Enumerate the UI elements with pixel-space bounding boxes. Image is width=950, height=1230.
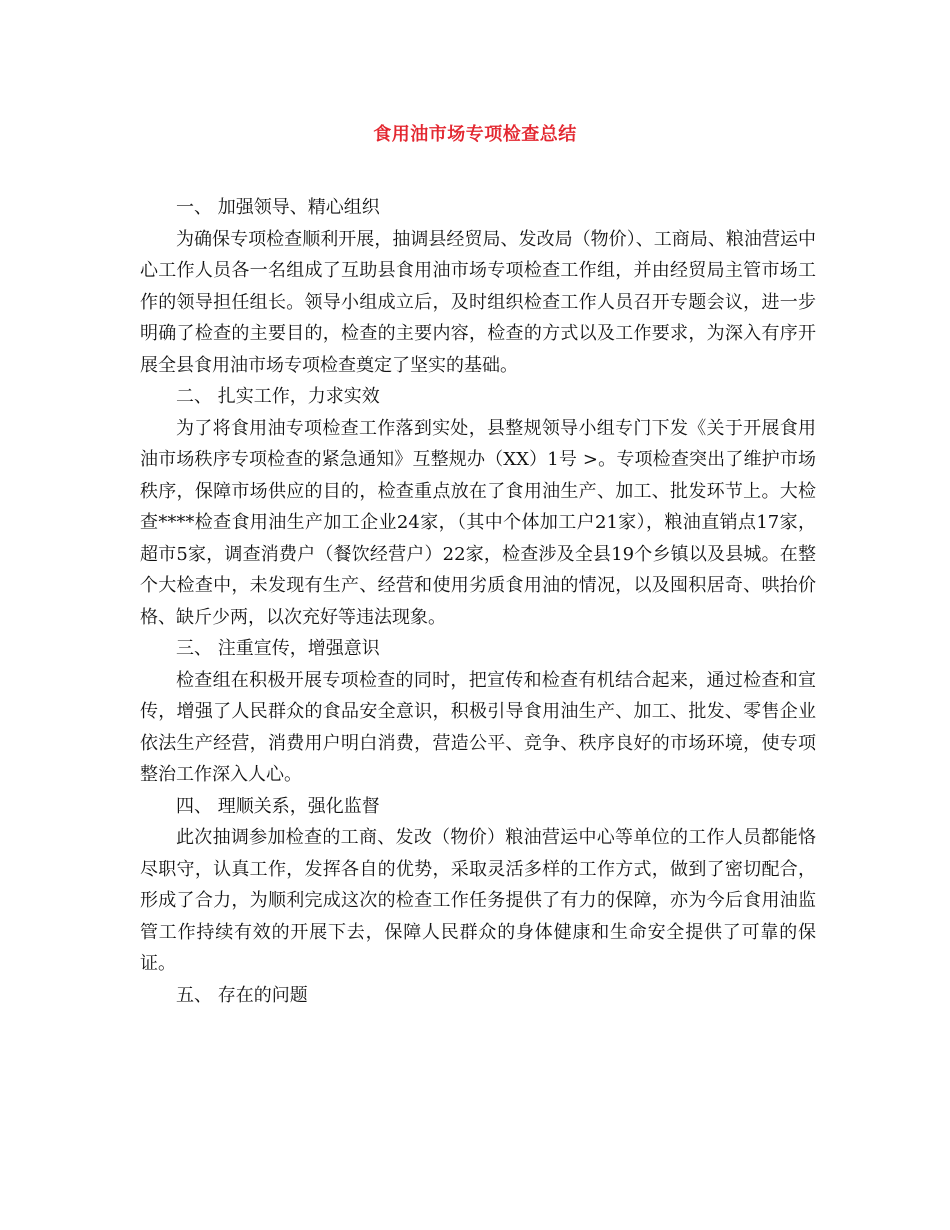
- section-paragraph-2: 为了将食用油专项检查工作落到实处，县整规领导小组专门下发《关于开展食用油市场秩序专项检查的紧急通知》互整规办（XX）1号 >。专项检查突出了维护市场秩序，保障市场供应的目的，检查重点放在了食用油生产、加工、批发环节上。大检查****检查食用油生产加工企业24家，（其中个体加工户21家），粮油直销点17家，超市5家，调查消费户（餐饮经营户）22家，检查涉及全县19个乡镇以及县城。在整个大检查中，未发现有生产、经营和使用劣质食用油的情况，以及囤积居奇、哄抬价格、缺斤少两，以次充好等违法现象。: [140, 417, 816, 628]
- section-paragraph-4: 此次抽调参加检查的工商、发改（物价）粮油营运中心等单位的工作人员都能恪尽职守，认真工作，发挥各自的优势，采取灵活多样的工作方式，做到了密切配合，形成了合力，为顺利完成这次的检查工作任务提供了有力的保障，亦为今后食用油监管工作持续有效的开展下去，保障人民群众的身体健康和生命安全提供了可靠的保证。: [140, 827, 816, 974]
- section-paragraph-1: 为确保专项检查顺利开展，抽调县经贸局、发改局（物价）、工商局、粮油营运中心工作人员各一名组成了互助县食用油市场专项检查工作组，并由经贸局主管市场工作的领导担任组长。领导小组成立后，及时组织检查工作人员召开专题会议，进一步明确了检查的主要目的，检查的主要内容，检查的方式以及工作要求，为深入有序开展全县食用油市场专项检查奠定了坚实的基础。: [140, 228, 816, 376]
- section-heading-3: 三、 注重宣传，增强意识: [176, 638, 380, 659]
- section-heading-5: 五、 存在的问题: [176, 984, 308, 1006]
- section-heading-4: 四、 理顺关系，强化监督: [176, 795, 380, 817]
- document-body: [140, 192, 816, 1011]
- section-heading-2: 二、 扎实工作，力求实效: [176, 386, 380, 407]
- section-heading-1: 一、 加强领导、精心组织: [176, 197, 380, 218]
- document-title: 食用油市场专项检查总结: [373, 124, 577, 145]
- section-paragraph-3: 检查组在积极开展专项检查的同时，把宣传和检查有机结合起来，通过检查和宣传，增强了人民群众的食品安全意识，积极引导食用油生产、加工、批发、零售企业依法生产经营，消费用户明白消费，营造公平、竞争、秩序良好的市场环境，使专项整治工作深入人心。: [140, 669, 816, 785]
